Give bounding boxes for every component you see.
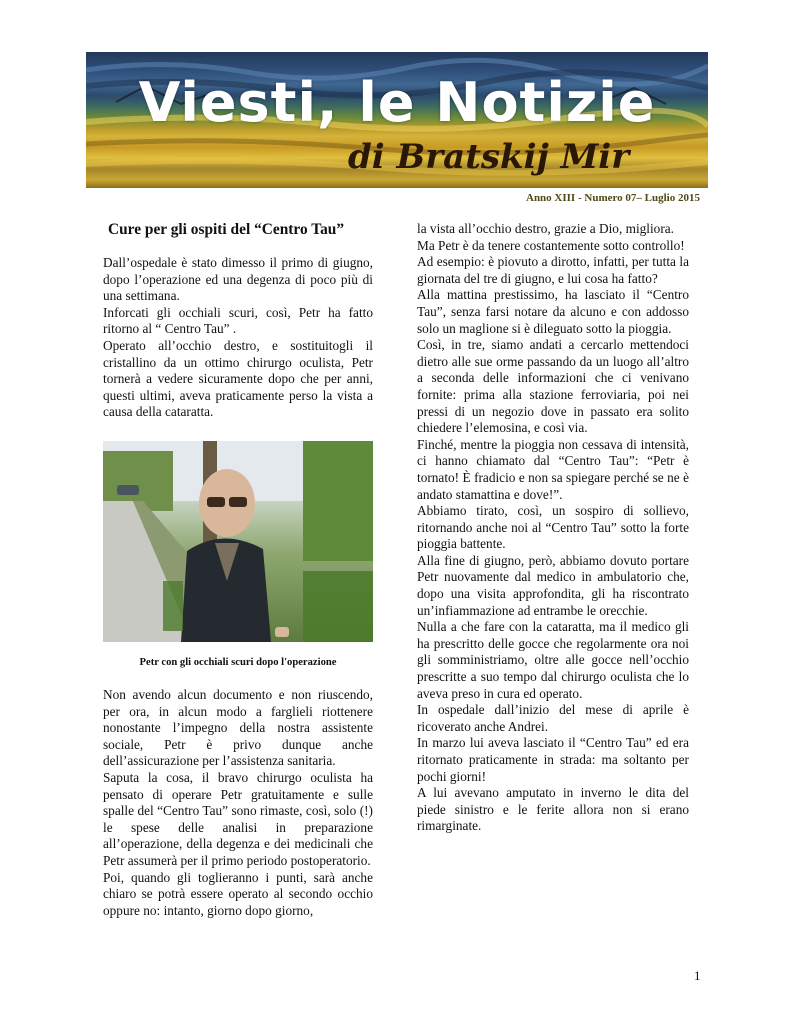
paragraph: Nulla a che fare con la cataratta, ma il medico gli ha prescritto delle gocce che regolarmente ora noi gli somministriamo, oltre alle gocce nell’occhio prescritte a suo tempo dal chirurgo oculista che lo aveva preso in cura ed operato. bbox=[417, 619, 689, 701]
newsletter-subtitle: di Bratskij Mir bbox=[348, 137, 630, 177]
paragraph: In ospedale dall’inizio del mese di aprile è ricoverato anche Andrei. bbox=[417, 702, 689, 734]
masthead-banner bbox=[86, 52, 708, 188]
left-column-top bbox=[103, 255, 373, 421]
paragraph: Alla mattina prestissimo, ha lasciato il “Centro Tau”, senza farsi notare da alcuno e con addosso solo un maglione si è dileguato sotto la pioggia. bbox=[417, 287, 689, 336]
paragraph: In marzo lui aveva lasciato il “Centro Tau” ed era ritornato praticamente in strada: ma soltanto per pochi giorni! bbox=[417, 735, 689, 784]
paragraph: A lui avevano amputato in inverno le dita del piede sinistro e le ferite allora non si erano rimarginate. bbox=[417, 785, 689, 834]
paragraph: Abbiamo tirato, così, un sospiro di sollievo, ritornando anche noi al “Centro Tau” sotto la forte pioggia battente. bbox=[417, 503, 689, 552]
paragraph: Così, in tre, siamo andati a cercarlo mettendoci dietro alle sue orme passando da un luogo all’altro a seconda delle informazioni che ci venivano fornite: prima alla stazione ferroviaria, poi nei pressi di un negozio dove in passato era solito chiedere l’elemosina, e così via. bbox=[417, 337, 689, 436]
right-column bbox=[417, 221, 689, 835]
paragraph: Saputa la cosa, il bravo chirurgo oculista ha pensato di operare Petr gratuitamente e sulle spalle del “Centro Tau” sono rimaste, così, solo (!) le spese delle analisi in preparazione all’operazione, della degenza e dei medicinali che Petr assumerà per il primo periodo postoperatorio. bbox=[103, 769, 373, 868]
paragraph: Operato all’occhio destro, e sostituitogli il cristallino da un ottimo chirurgo oculista, Petr tornerà a vedere sicuramente dopo che per anni, questi ultimi, aveva praticamente perso la vista a causa della cataratta. bbox=[103, 337, 373, 420]
photo-caption: Petr con gli occhiali scuri dopo l'operazione bbox=[139, 657, 337, 668]
issue-info: Anno XIII - Numero 07– Luglio 2015 bbox=[526, 192, 700, 204]
paragraph: la vista all’occhio destro, grazie a Dio, migliora. bbox=[417, 221, 674, 236]
paragraph: Ad esempio: è piovuto a dirotto, infatti, per tutta la giornata del tre di giugno, e lui cosa ha fatto? bbox=[417, 254, 689, 286]
paragraph: Alla fine di giugno, però, abbiamo dovuto portare Petr nuovamente dal medico in ambulatorio che, dopo una visita approfondita, gli ha riscontrato un’infiammazione ad entrambe le orecchie. bbox=[417, 552, 689, 618]
paragraph: Poi, quando gli toglieranno i punti, sarà anche chiaro se potrà essere operato al secondo occhio oppure no: intanto, giorno dopo giorno, bbox=[103, 869, 373, 918]
paragraph: Non avendo alcun documento e non riuscendo, per ora, in alcun modo a farglieli riottenere nonostante l’impegno della nostra assistente sociale, Petr è privo dunque anche dell’assicurazione per l’assistenza sanitaria. bbox=[103, 687, 373, 769]
article-headline: Cure per gli ospiti del “Centro Tau” bbox=[108, 221, 345, 238]
paragraph: Inforcati gli occhiali scuri, così, Petr ha fatto ritorno al “ Centro Tau” . bbox=[103, 304, 373, 337]
paragraph: Finché, mentre la pioggia non cessava di intensità, ci hanno chiamato dal “Centro Tau”: “Petr è tornato! È fradicio e non sa spiegare perché se ne è andato stamattina e dove!”. bbox=[417, 436, 689, 502]
newsletter-title: Viesti, le Notizie bbox=[138, 71, 656, 134]
page-number: 1 bbox=[694, 968, 701, 983]
paragraph: Dall’ospedale è stato dimesso il primo di giugno, dopo l’operazione ed una degenza di poco più di una settimana. bbox=[103, 255, 373, 304]
left-column-bottom bbox=[103, 687, 373, 919]
article-photo bbox=[103, 441, 373, 642]
paragraph: Ma Petr è da tenere costantemente sotto controllo! bbox=[417, 237, 685, 253]
